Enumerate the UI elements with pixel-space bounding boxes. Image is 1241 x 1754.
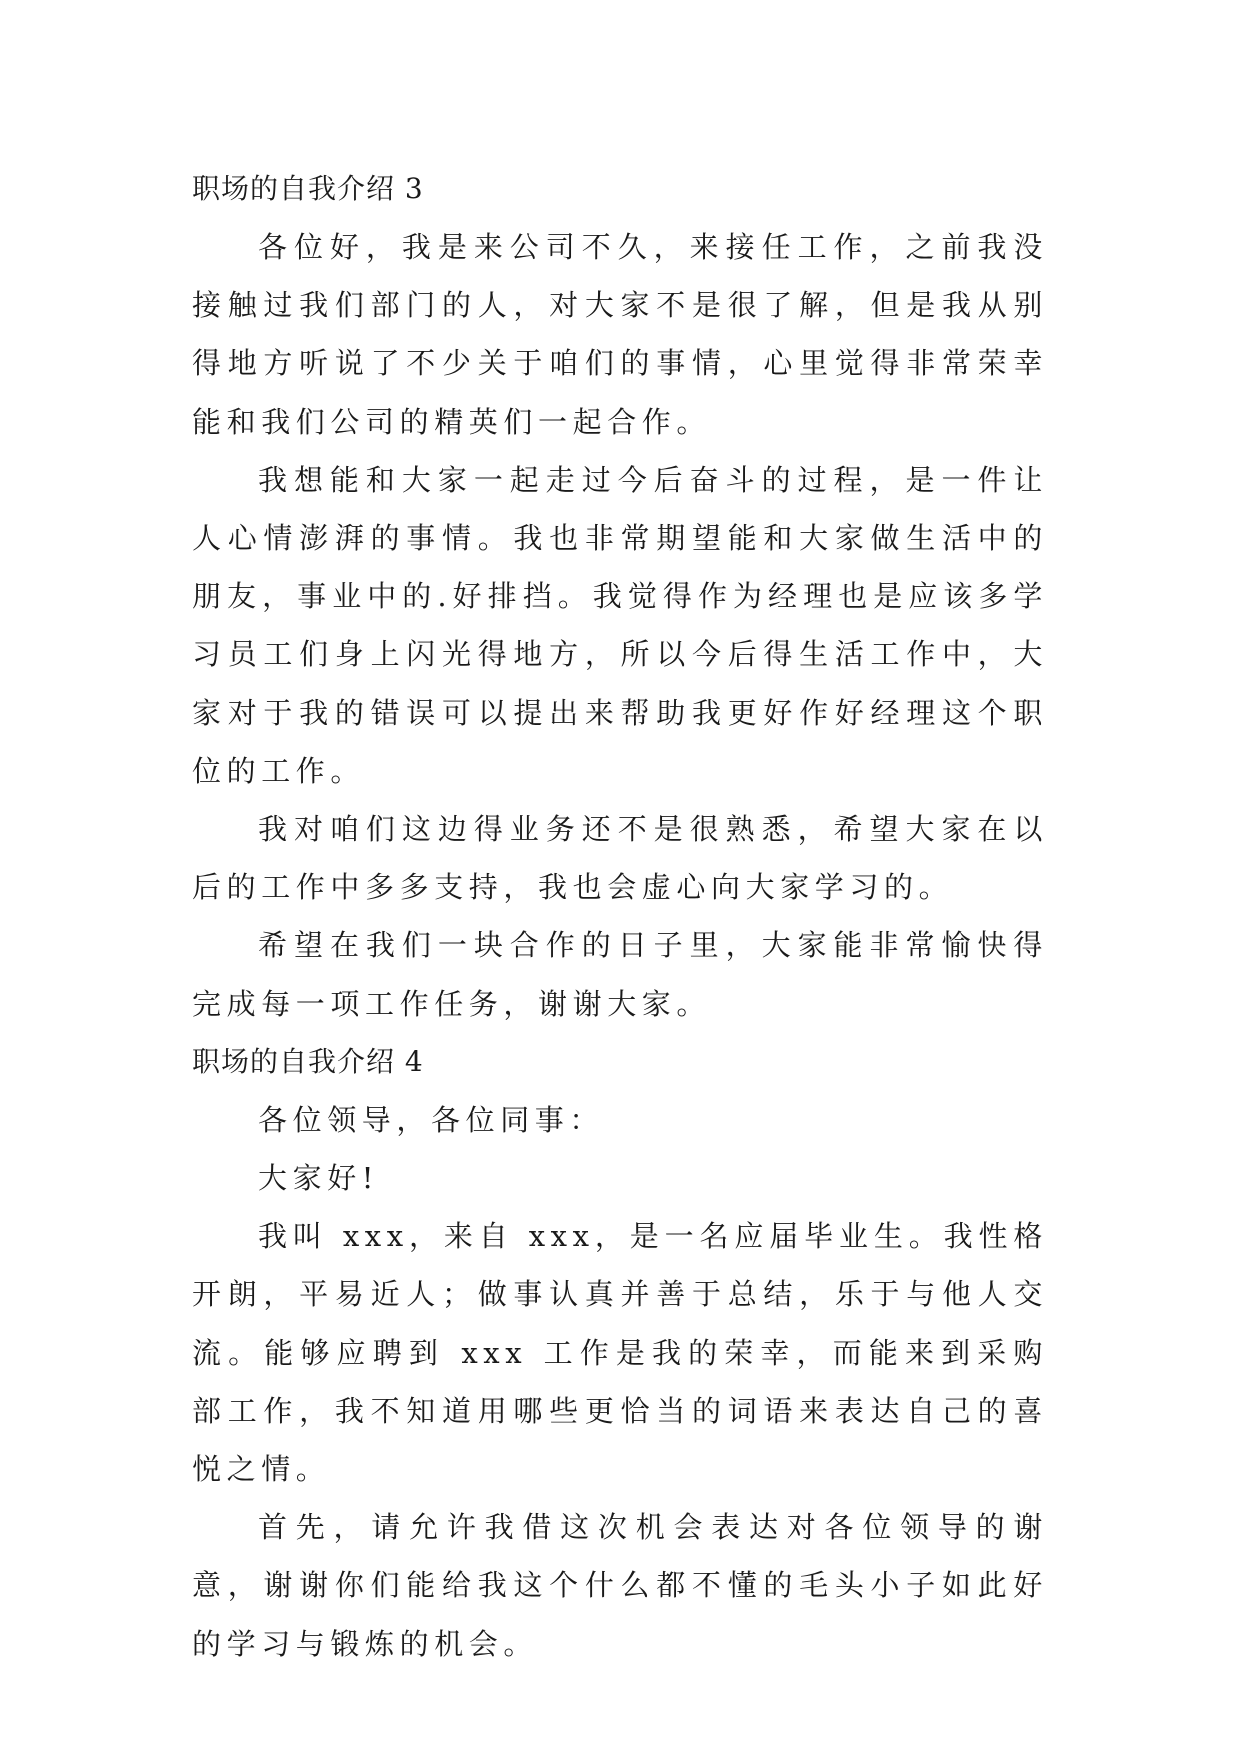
section-4-paragraph-2: 首先，请允许我借这次机会表达对各位领导的谢意，谢谢你们能给我这个什么都不懂的毛头小子如此好的学习与锻炼的机会。 xyxy=(192,1510,1048,1661)
section-3-paragraph-2: 我想能和大家一起走过今后奋斗的过程，是一件让人心情澎湃的事情。我也非常期望能和大家做生活中的朋友，事业中的.好排挡。我觉得作为经理也是应该多学习员工们身上闪光得地方，所以今后得生活工作中，大家对于我的错误可以提出来帮助我更好作好经理这个职位的工作。 xyxy=(192,462,1048,788)
document-body xyxy=(192,160,1048,1673)
section-3-paragraph-4: 希望在我们一块合作的日子里，大家能非常愉快得完成每一项工作任务，谢谢大家。 xyxy=(192,928,1048,1021)
section-4-hello: 大家好! xyxy=(258,1161,380,1196)
section-4-greeting: 各位领导，各位同事： xyxy=(258,1102,605,1137)
section-4-paragraph-1: 我叫 xxx，来自 xxx，是一名应届毕业生。我性格开朗，平易近人；做事认真并善于总结，乐于与他人交流。能够应聘到 xxx 工作是我的荣幸，而能来到采购部工作，我不知道用哪些更恰当的词语来表达自己的喜悦之情。 xyxy=(192,1219,1048,1487)
section-3-title: 职场的自我介绍 3 xyxy=(192,172,424,205)
section-3-paragraph-3: 我对咱们这边得业务还不是很熟悉，希望大家在以后的工作中多多支持，我也会虚心向大家学习的。 xyxy=(192,812,1048,905)
section-4-title: 职场的自我介绍 4 xyxy=(192,1044,424,1078)
section-3-paragraph-1: 各位好，我是来公司不久，来接任工作，之前我没接触过我们部门的人，对大家不是很了解，但是我从别得地方听说了不少关于咱们的事情，心里觉得非常荣幸能和我们公司的精英们一起合作。 xyxy=(192,230,1048,439)
